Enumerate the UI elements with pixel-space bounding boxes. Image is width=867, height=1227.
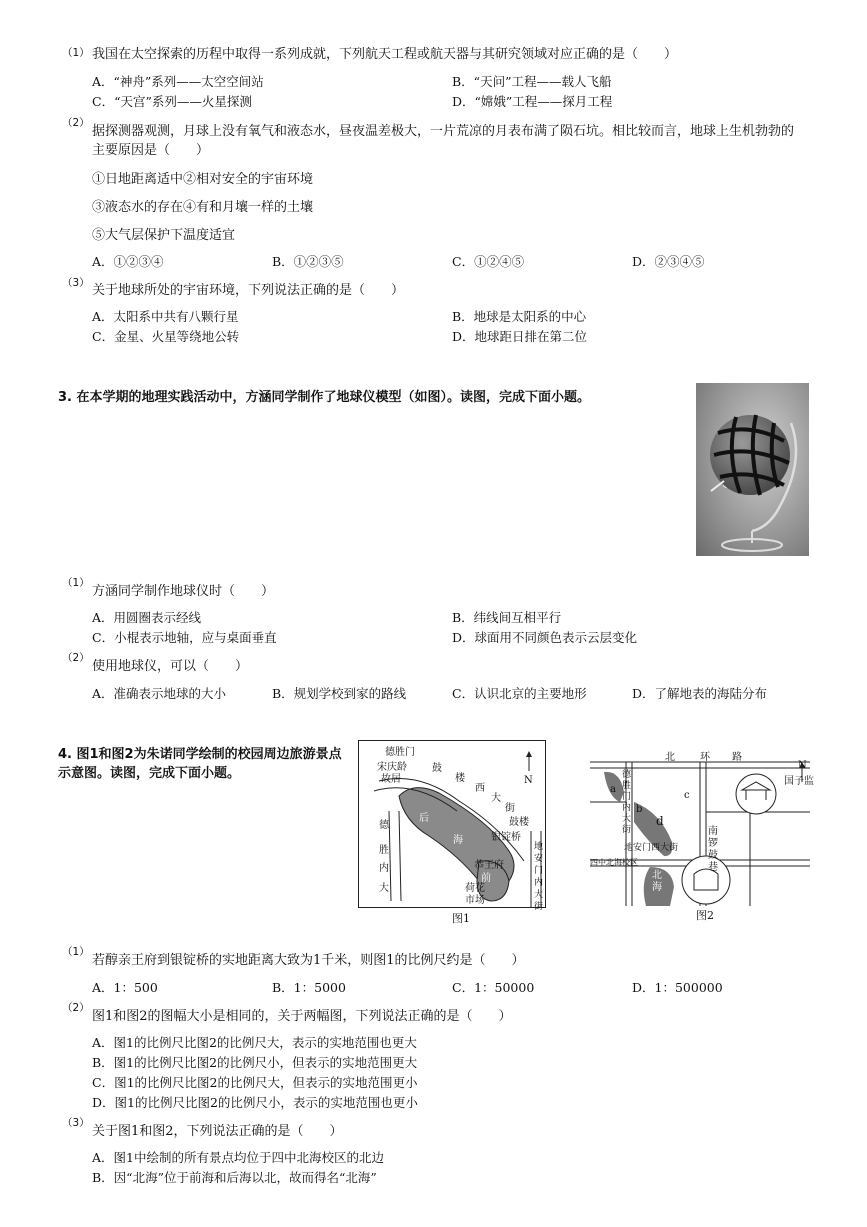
- section-header: 示意图。读图，完成下面小题。: [58, 766, 241, 781]
- figure-caption: 图2: [696, 909, 714, 922]
- option-c[interactable]: C．金星、火星等绕地公转: [92, 329, 240, 344]
- question-text: 若醇亲王府到银锭桥的实地距离大致为1千米，则图1的比例尺约是（ ）: [92, 953, 525, 968]
- map-label: 市场: [465, 895, 485, 906]
- q-number: （1）: [62, 577, 90, 589]
- map-label: b: [636, 804, 643, 815]
- map-label: 南锣鼓巷: [708, 826, 718, 873]
- map-label: c: [684, 790, 690, 801]
- map-label: 德: [379, 820, 389, 831]
- map-label: 内: [379, 863, 389, 874]
- q-number: （1）: [62, 946, 90, 958]
- north-arrow: N: [524, 775, 533, 786]
- map-label: 宋庆龄: [377, 762, 407, 773]
- option-a[interactable]: A．用圆圈表示经线: [92, 610, 202, 625]
- map-label: 楼: [455, 773, 465, 784]
- map-label: 银锭桥: [491, 832, 521, 843]
- option-c[interactable]: C．1：50000: [452, 980, 535, 995]
- option-c[interactable]: C．认识北京的主要地形: [452, 686, 587, 701]
- option-a[interactable]: A．图1的比例尺比图2的比例尺大，表示的实地范围也更大: [92, 1035, 417, 1050]
- option-d[interactable]: D．1：500000: [632, 980, 723, 995]
- q-number: （2）: [62, 1002, 90, 1014]
- map-label: 后: [419, 813, 429, 824]
- map-label: 路: [732, 752, 742, 763]
- option-c[interactable]: C．“天宫”系列——火星探测: [92, 94, 252, 109]
- map-label: 鼓: [432, 763, 442, 774]
- map-label: 地安门内大街: [534, 842, 544, 912]
- option-c[interactable]: C．①②④⑤: [452, 254, 525, 269]
- option-b[interactable]: B．图1的比例尺比图2的比例尺小，但表示的实地范围更大: [92, 1055, 418, 1070]
- q-number: （2）: [62, 652, 90, 664]
- map-label: 胜: [379, 845, 389, 856]
- map-label: 环: [700, 752, 710, 763]
- map-label: 国子监: [784, 776, 814, 787]
- q-number: （3）: [62, 1117, 90, 1129]
- option-b[interactable]: B．“天问”工程——载人飞船: [452, 74, 612, 89]
- option-b[interactable]: B．①②③⑤: [272, 254, 344, 269]
- option-a[interactable]: A．图1中绘制的所有景点均位于四中北海校区的北边: [92, 1150, 384, 1165]
- map-label: 荷花: [465, 883, 485, 894]
- map-label: 北: [665, 752, 675, 763]
- q-number: （3）: [62, 277, 90, 289]
- map-label: 前: [481, 873, 491, 884]
- section-header: 4. 图1和图2为朱诺同学绘制的校园周边旅游景点: [58, 747, 342, 762]
- question-text: 使用地球仪，可以（ ）: [92, 659, 249, 674]
- option-d[interactable]: D．球面用不同颜色表示云层变化: [452, 630, 638, 645]
- map-figure-1: [358, 740, 546, 912]
- option-a[interactable]: A．准确表示地球的大小: [92, 686, 227, 701]
- map-label: 大: [379, 883, 389, 894]
- north-arrow: N: [798, 760, 807, 771]
- option-a[interactable]: A．“神舟”系列——太空空间站: [92, 74, 264, 89]
- map-label: 鼓楼: [509, 817, 529, 828]
- statement: ①日地距离适中②相对安全的宇宙环境: [92, 172, 314, 187]
- option-d[interactable]: D．“嫦娥”工程——探月工程: [452, 94, 613, 109]
- question-text: 方涵同学制作地球仪时（ ）: [92, 584, 275, 599]
- option-c[interactable]: C．小棍表示地轴，应与桌面垂直: [92, 630, 277, 645]
- option-a[interactable]: A．太阳系中共有八颗行星: [92, 309, 239, 324]
- option-c[interactable]: C．图1的比例尺比图2的比例尺大，但表示的实地范围更小: [92, 1075, 418, 1090]
- option-b[interactable]: B．规划学校到家的路线: [272, 686, 407, 701]
- map-label: 北海: [652, 870, 662, 893]
- option-b[interactable]: B．1：5000: [272, 980, 346, 995]
- map-label: 德胜门内大街: [622, 770, 632, 835]
- map-label: 故居: [381, 774, 401, 785]
- map-label: 恭王府: [474, 860, 504, 871]
- statement: ⑤大气层保护下温度适宜: [92, 228, 236, 243]
- option-b[interactable]: B．因“北海”位于前海和后海以北，故而得名“北海”: [92, 1170, 377, 1185]
- statement: ③液态水的存在④有和月壤一样的土壤: [92, 200, 314, 215]
- option-d[interactable]: D．②③④⑤: [632, 254, 705, 269]
- map-label: 地安门西大街: [624, 843, 679, 853]
- map-label: 大: [491, 793, 501, 804]
- map-label: 西: [475, 783, 485, 794]
- question-text: 据探测器观测，月球上没有氧气和液态水，昼夜温差极大，一片荒凉的月表布满了陨石坑。相比较而言，地球上生机勃勃的: [92, 124, 795, 139]
- figure-caption: 图1: [452, 912, 470, 925]
- q-number: （2）: [62, 117, 90, 129]
- question-text: 我国在太空探索的历程中取得一系列成就，下列航天工程或航天器与其研究领域对应正确的是（ ）: [92, 47, 678, 62]
- option-b[interactable]: B．地球是太阳系的中心: [452, 309, 587, 324]
- option-d[interactable]: D．了解地表的海陆分布: [632, 686, 768, 701]
- option-d[interactable]: D．图1的比例尺比图2的比例尺小，表示的实地范围也更小: [92, 1095, 418, 1110]
- question-text: 关于地球所处的宇宙环境，下列说法正确的是（ ）: [92, 283, 405, 298]
- q-number: （1）: [62, 47, 90, 59]
- map-label: 德胜门: [385, 747, 415, 758]
- map-label: 四中北海校区: [590, 858, 638, 867]
- question-text: 关于图1和图2，下列说法正确的是（ ）: [92, 1124, 343, 1139]
- map-label: d: [656, 814, 664, 828]
- option-d[interactable]: D．地球距日排在第二位: [452, 329, 588, 344]
- map-label: 街: [505, 803, 515, 814]
- option-a[interactable]: A．①②③④: [92, 254, 164, 269]
- globe-photo: [696, 383, 809, 556]
- option-b[interactable]: B．纬线间互相平行: [452, 610, 562, 625]
- question-text: 主要原因是（ ）: [92, 143, 210, 158]
- section-header: 3. 在本学期的地理实践活动中，方涵同学制作了地球仪模型（如图）。读图，完成下面小题。: [58, 390, 591, 405]
- option-a[interactable]: A．1：500: [92, 980, 158, 995]
- map-label: a: [610, 784, 616, 795]
- map-label: 海: [453, 835, 463, 846]
- question-text: 图1和图2的图幅大小是相同的，关于两幅图，下列说法正确的是（ ）: [92, 1009, 512, 1024]
- map-figure-2: [590, 742, 814, 906]
